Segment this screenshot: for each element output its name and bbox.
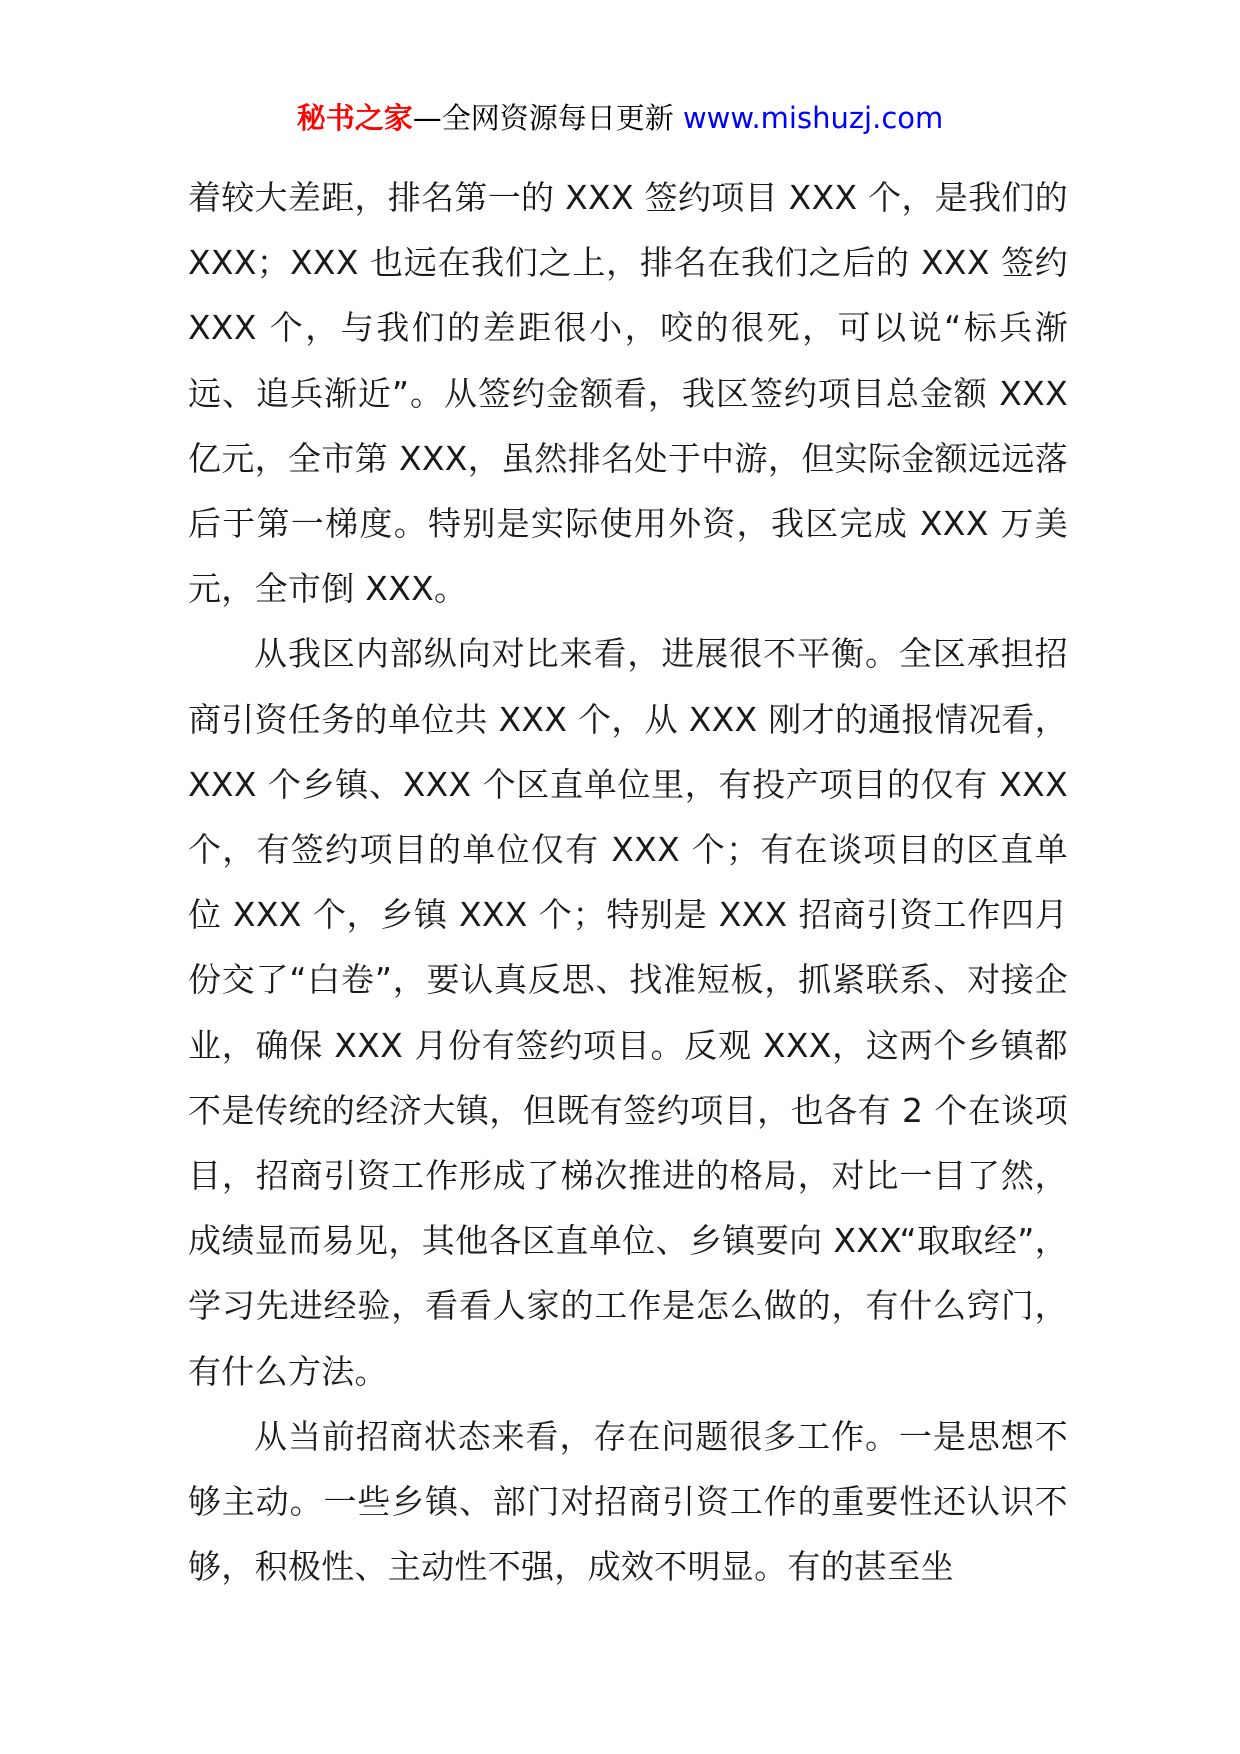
brand-name: 秘书之家 [296,101,413,135]
header-tagline: —全网资源每日更新 [412,101,683,135]
paragraph-internal-comparison: 从我区内部纵向对比来看，进展很不平衡。全区承担招商引资任务的单位共 XXX 个，从 XXX 刚才的通报情况看，XXX 个乡镇、XXX 个区直单位里，有投产项目的仅有 XXX 个，有签约项目的单位仅有 XXX 个；有在谈项目的区直单位 XXX 个，乡镇 XXX 个；特别是 XXX 招商引资工作四月份交了“白卷”，要认真反思、找准短板，抓紧联系、对接企业，确保 XXX 月份有签约项目。反观 XXX，这两个乡镇都不是传统的经济大镇，但既有签约项目，也各有 2 个在谈项目，招商引资工作形成了梯次推进的格局，对比一目了然，成绩显而易见，其他各区直单位、乡镇要向 XXX“取取经”，学习先进经验，看看人家的工作是怎么做的，有什么窍门，有什么方法。 [188,634,1068,1391]
paragraph-continued: 着较大差距，排名第一的 XXX 签约项目 XXX 个，是我们的 XXX；XXX 也远在我们之上，排名在我们之后的 XXX 签约 XXX 个，与我们的差距很小，咬的很死，可以说“标兵渐远、追兵渐近”。从签约金额看，我区签约项目总金额 XXX 亿元，全市第 XXX，虽然排名处于中游，但实际金额远远落后于第一梯度。特别是实际使用外资，我区完成 XXX 万美元，全市倒 XXX。 [188,178,1068,609]
paragraph-current-status: 从当前招商状态来看，存在问题很多工作。一是思想不够主动。一些乡镇、部门对招商引资工作的重要性还认识不够，积极性、主动性不强，成效不明显。有的甚至坐 [188,1416,1068,1587]
watermark-header [0,98,1240,138]
website-url: www.mishuzj.com [682,101,944,135]
document-body [188,165,1068,1599]
